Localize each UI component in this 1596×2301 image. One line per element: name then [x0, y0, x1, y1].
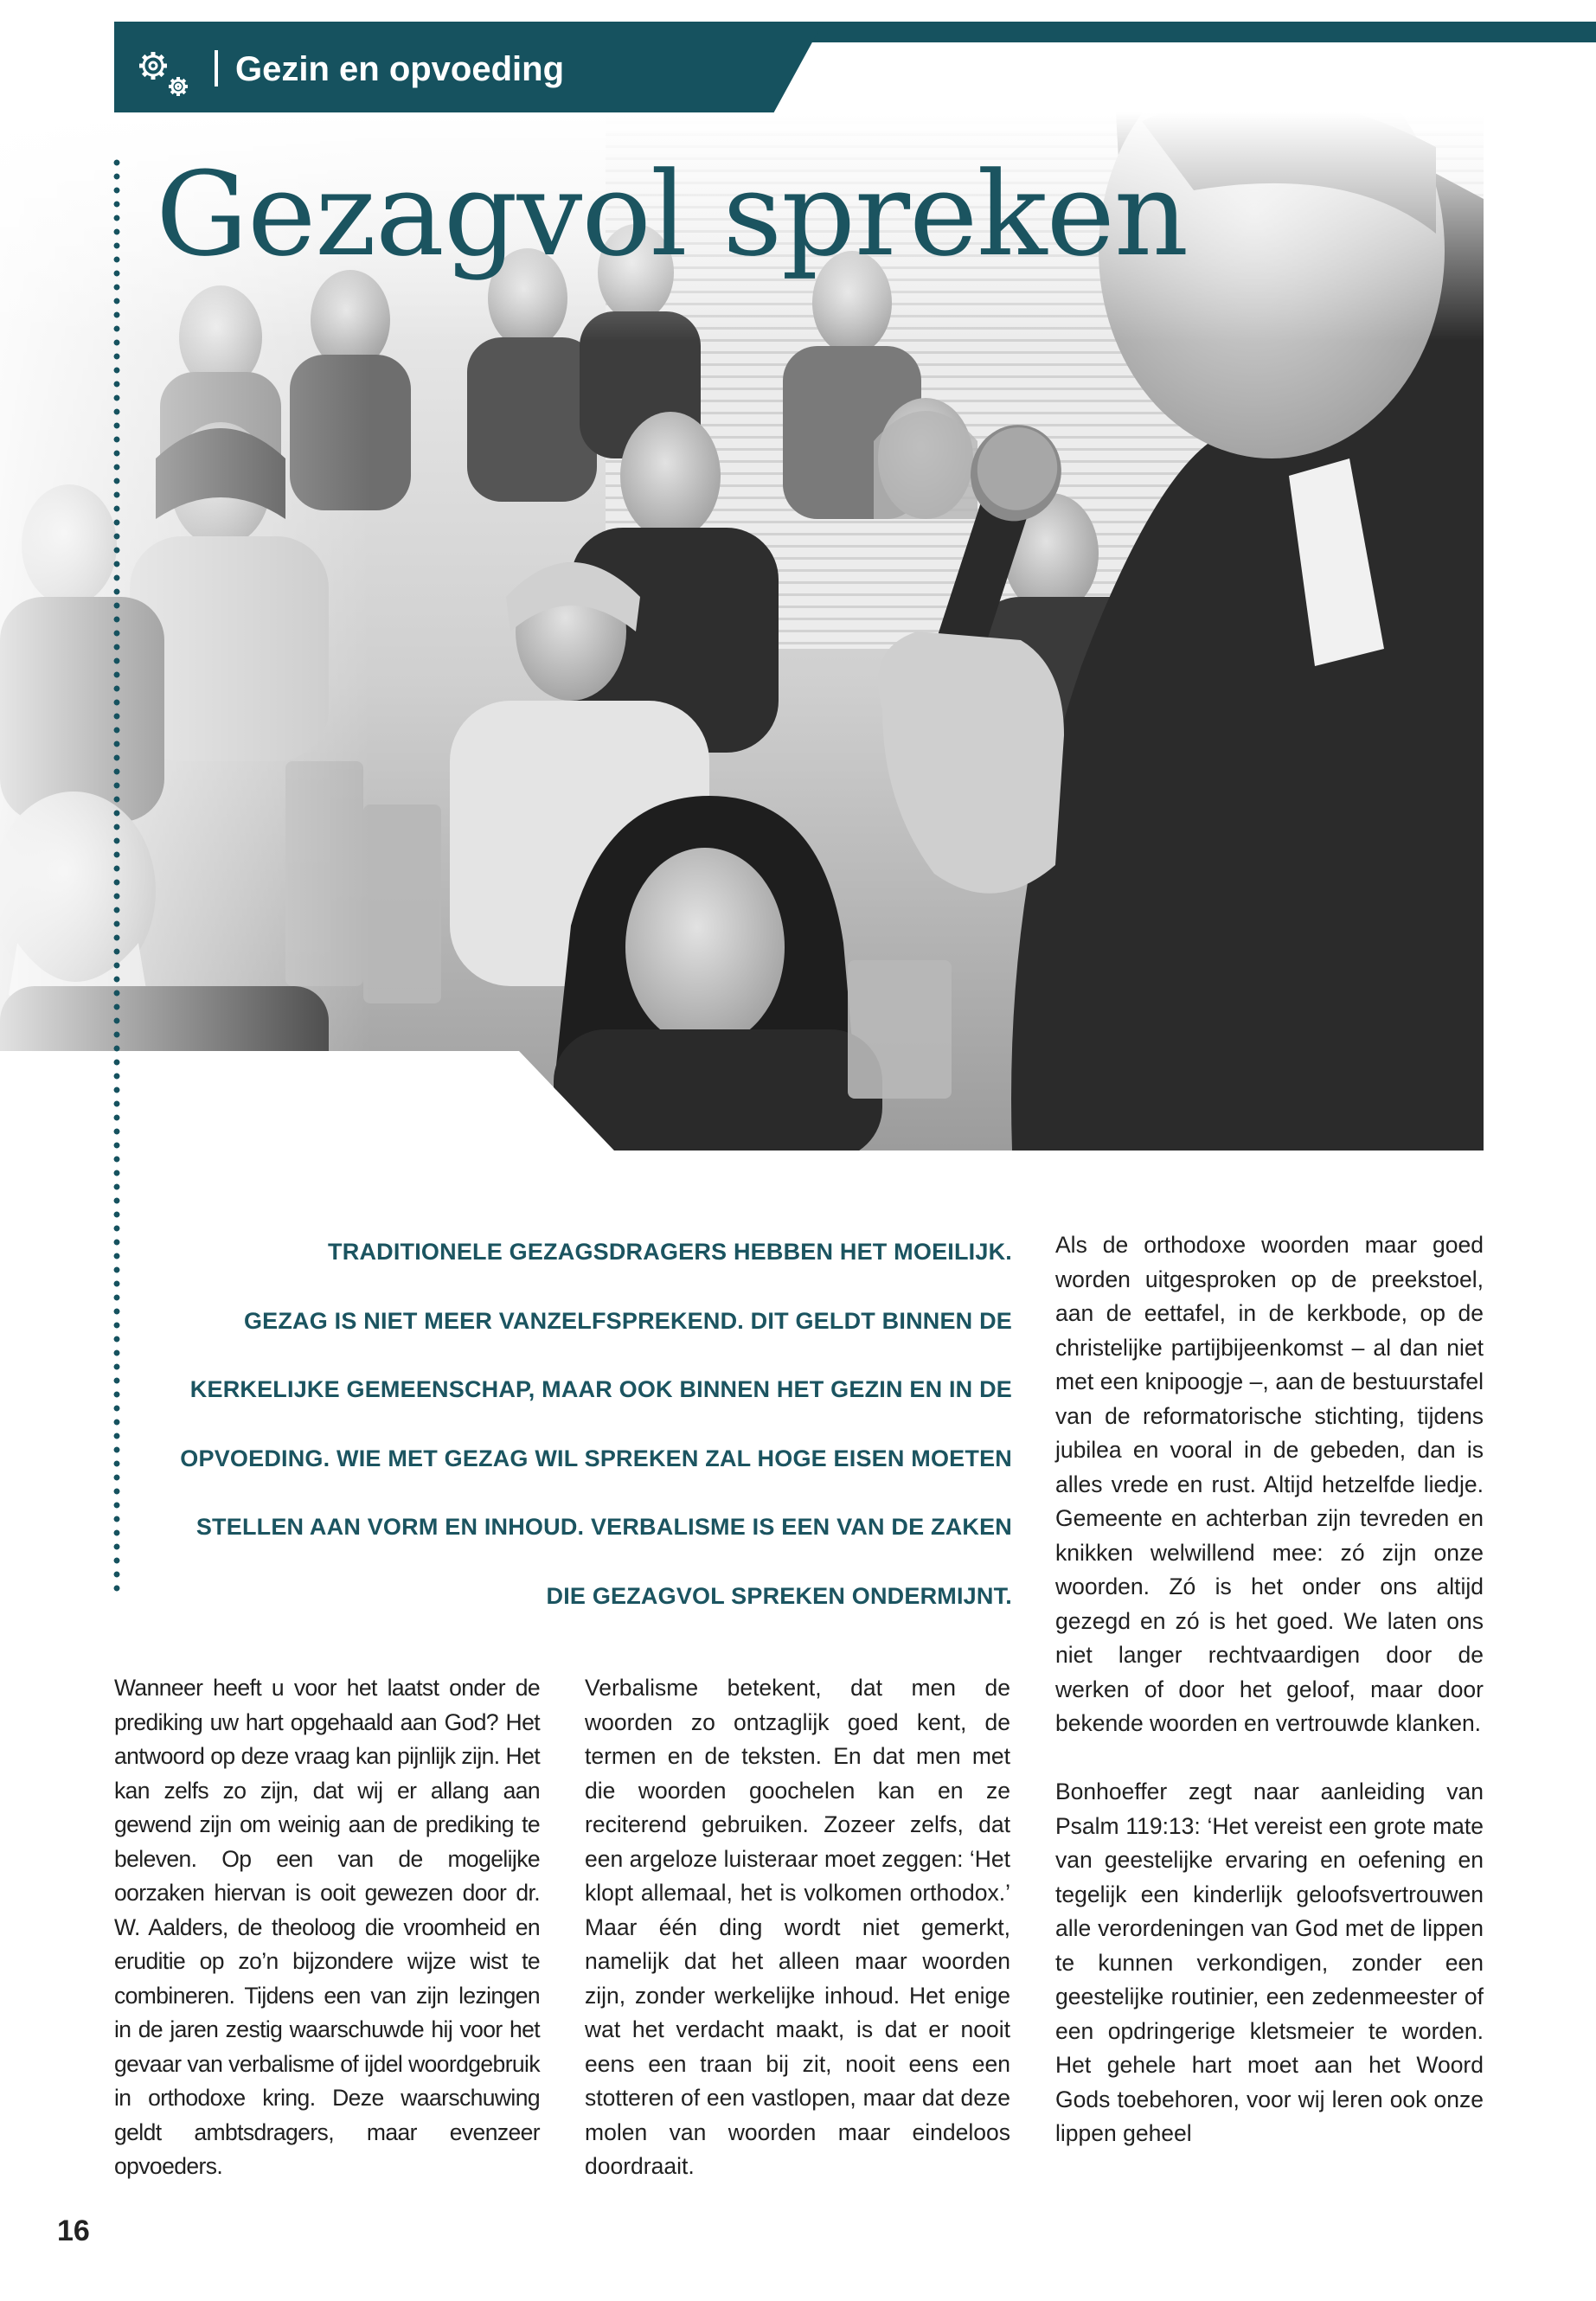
gears-icon [130, 42, 199, 102]
intro-line: KERKELIJKE GEMEENSCHAP, MAAR OOK BINNEN HET GEZIN EN IN DE [189, 1376, 1012, 1402]
paragraph: Als de orthodoxe woorden maar goed worden uitgesproken op de preekstoel, aan de eettafel, in de kerkbode, op de christelijke partijbijeenkomst – al dan niet met een knipoogje –, aan de bestuurstafel van de reformatorische stichting, tijdens jubilea en vooral in de gebeden, dan is alles vrede en rust. Altijd hetzelfde liedje. Gemeente en achterban zijn tevreden en knikken welwillend mee: zó zijn onze woorden. Zó is het onder ons altijd gezegd en zó is het goed. We laten ons niet langer rechtvaardigen door de werken of door het geloof, maar door bekende woorden en vertrouwde klanken. [1055, 1232, 1484, 1736]
intro-line: GEZAG IS NIET MEER VANZELFSPREKEND. DIT GELDT BINNEN DE [243, 1307, 1012, 1334]
body-column-1 [114, 1671, 540, 2218]
page-number: 16 [57, 2214, 90, 2247]
body-column-2 [585, 1671, 1010, 2218]
intro-lead [156, 1218, 1012, 1631]
paragraph: Wanneer heeft u voor het laatst onder de prediking uw hart opgehaald aan God? Het antwoord op deze vraag kan pijnlijk zijn. Het kan zelfs zo zijn, dat wij er allang aan gewend zijn om weinig aan de prediking te beleven. Op een van de mogelijke oorzaken hiervan is ooit gewezen door dr. W. Aalders, de theoloog die vroomheid en eruditie op zo’n bijzondere wijze wist te combineren. Tijdens een van zijn lezingen in de jaren zestig waarschuwde hij voor het gevaar van verbalisme of ijdel woordgebruik in orthodoxe kring. Deze waarschuwing geldt ambtsdragers, maar evenzeer opvoeders. [114, 1675, 540, 2179]
section-title-text: Gezin en opvoeding [235, 50, 565, 88]
dotted-rule [113, 156, 120, 1592]
intro-line: TRADITIONELE GEZAGSDRAGERS HEBBEN HET MOEILIJK. [328, 1239, 1012, 1265]
intro-line: OPVOEDING. WIE MET GEZAG WIL SPREKEN ZAL HOGE EISEN MOETEN [180, 1445, 1012, 1471]
section-title [215, 45, 564, 93]
intro-line: STELLEN AAN VORM EN INHOUD. VERBALISME IS EEN VAN DE ZAKEN [195, 1514, 1012, 1540]
body-column-3 [1055, 1228, 1484, 2185]
intro-line: DIE GEZAGVOL SPREKEN ONDERMIJNT. [546, 1582, 1012, 1609]
paragraph: Bonhoeffer zegt naar aanleiding van Psalm 119:13: ‘Het vereist een grote mate van geestelijke ervaring en oefening en tegelijk een kinderlijk geloofsvertrouwen alle verordeningen van God met de lippen te kunnen verkondigen, zonder een geestelijke routinier, een zedenmeester of een opdringerige kletsmeier te worden. Het gehele hart moet aan het Woord Gods toebehoren, voor wij leren ook onze lippen geheel [1055, 1779, 1484, 2146]
article-headline: Gezagvol spreken [156, 147, 1189, 282]
paragraph: Verbalisme betekent, dat men de woorden zo ontzaglijk goed kent, de termen en de teksten. En dat men met die woorden goochelen kan en ze reciterend gebruiken. Zozeer zelfs, dat een argeloze luisteraar moet zeggen: ‘Het klopt allemaal, het is volkomen orthodox.’ Maar één ding wordt niet gemerkt, namelijk dat het alleen maar woorden zijn, zonder werkelijke inhoud. Het enige wat het verdacht maakt, is dat er nooit eens een traan bij zit, nooit eens een stotteren of een vastlopen, maar dat deze molen van woorden maar eindeloos doordraait. [585, 1675, 1011, 2179]
